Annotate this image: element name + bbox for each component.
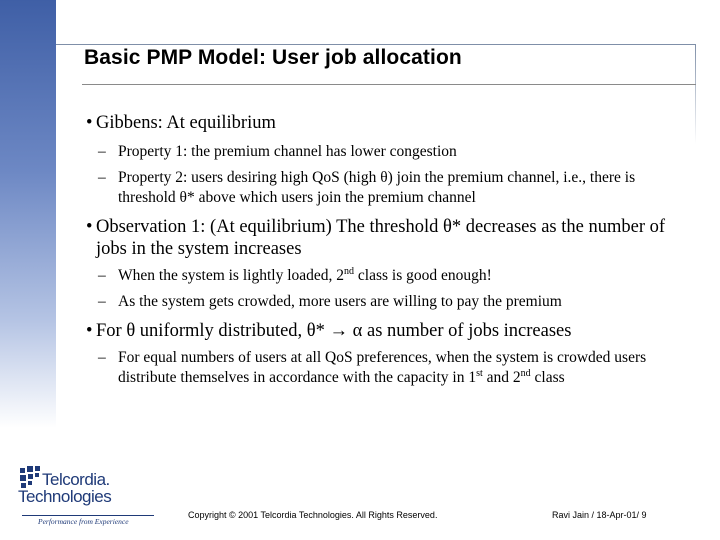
sub-bullet-3-1-text-end: class: [530, 369, 565, 386]
dash-icon: –: [98, 349, 106, 366]
logo-wordmark-line2: Technologies: [18, 487, 112, 506]
slide-content: [86, 112, 686, 388]
dash-icon: –: [98, 169, 106, 186]
dash-icon: –: [98, 293, 106, 310]
logo-dot: [28, 481, 32, 485]
logo-dot: [27, 466, 33, 472]
bullet-3-text: For θ uniformly distributed, θ* → α as number of jobs increases: [96, 321, 572, 341]
logo-tag-rule: [22, 515, 154, 516]
author-date-page: Ravi Jain / 18-Apr-01/ 9: [552, 510, 647, 520]
logo-wordmark-line1: Telcordia.: [42, 470, 110, 489]
title-underline: [82, 84, 696, 85]
sub-bullet-2-1-text-end: class is good enough!: [354, 267, 492, 284]
sub-bullet-1-1-text: Property 1: the premium channel has lower congestion: [118, 143, 457, 160]
bullet-1-text: Gibbens: At equilibrium: [96, 113, 276, 133]
sub-bullet-2-1-text: When the system is lightly loaded, 2: [118, 267, 345, 284]
bullet-2-text: Observation 1: (At equilibrium) The threshold θ* decreases as the number of jobs in the system increases: [96, 217, 666, 259]
sub-bullet-1-2-text: Property 2: users desiring high QoS (high θ) join the premium channel, i.e., there is threshold θ* above which users join the premium channel: [118, 169, 636, 206]
superscript: st: [476, 367, 483, 379]
logo-dot: [35, 466, 40, 471]
right-rule: [695, 44, 696, 144]
sub-bullet-3-1-text-mid: and 2: [482, 369, 521, 386]
dash-icon: –: [98, 267, 106, 284]
bullet-2: [86, 216, 686, 260]
sub-bullet-1-1: [86, 142, 686, 162]
sub-bullet-3-1-text: For equal numbers of users at all QoS preferences, when the system is crowded users distribute themselves in accordance with the capacity in 1: [118, 349, 647, 386]
logo-dot: [35, 473, 39, 477]
logo-dot: [20, 475, 26, 481]
sub-bullet-2-2-text: As the system gets crowded, more users are willing to pay the premium: [118, 293, 562, 310]
logo-dot: [28, 474, 33, 479]
logo-dot: [20, 468, 25, 473]
superscript: nd: [344, 265, 355, 277]
bullet-3: [86, 320, 686, 342]
left-accent-bar: [0, 0, 56, 428]
sub-bullet-1-2: [86, 168, 686, 208]
dash-icon: –: [98, 143, 106, 160]
bullet-dot-icon: •: [86, 217, 93, 237]
superscript: nd: [520, 367, 531, 379]
sub-bullet-2-2: [86, 292, 686, 312]
bullet-dot-icon: •: [86, 321, 93, 341]
slide-title: Basic PMP Model: User job allocation: [84, 46, 462, 69]
top-rule: [56, 44, 696, 45]
sub-bullet-3-1: [86, 348, 686, 388]
logo-tagline: Performance from Experience: [38, 517, 129, 526]
sub-bullet-2-1: [86, 266, 686, 286]
bullet-1: [86, 112, 686, 134]
bullet-dot-icon: •: [86, 113, 93, 133]
copyright-notice: Copyright © 2001 Telcordia Technologies. All Rights Reserved.: [188, 510, 438, 520]
